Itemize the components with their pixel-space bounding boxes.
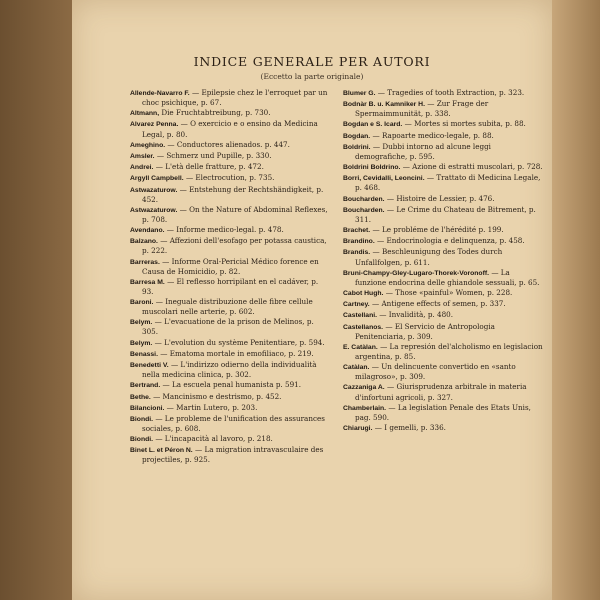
entry-text: — La funzione endocrina delle ghiandole sessuali, p. 65.	[355, 267, 540, 287]
entry-author: Alvarez Penna.	[130, 121, 179, 129]
entry-author: E. Catàlan.	[343, 343, 378, 351]
index-entry	[343, 322, 543, 341]
background-right	[552, 0, 600, 600]
entry-author: Blumer G.	[343, 90, 376, 97]
entry-author: Castellani.	[343, 312, 377, 320]
index-entry	[130, 360, 330, 379]
entry-text: — Informe medico-legal. p. 478.	[166, 225, 284, 235]
entry-text: — Mancinismo e destrismo, p. 452.	[153, 391, 282, 401]
entry-author: Allende-Navarro F.	[130, 90, 190, 97]
entry-text: — Un delincuente convertido en «santo milagroso», p. 309.	[355, 362, 516, 382]
index-entry	[130, 277, 330, 296]
entry-text: — La escuela penal humanista p. 591.	[162, 380, 302, 390]
entry-author: Bilancioni.	[130, 404, 165, 412]
entry-author: Benassi.	[130, 350, 158, 358]
index-entry	[343, 225, 543, 235]
entry-author: Avendano.	[130, 227, 165, 235]
entry-text: — Electrocution, p. 735.	[185, 173, 275, 183]
entry-text: — Azione di estratti muscolari, p. 728.	[402, 162, 543, 172]
index-entry	[130, 140, 330, 150]
index-entry	[343, 423, 543, 433]
entry-author: Bogdan e S. Icard.	[343, 121, 403, 129]
index-entry	[130, 392, 330, 402]
entry-author: Binet L. et Péron N.	[130, 447, 193, 455]
index-column-right	[343, 88, 543, 434]
index-entry	[130, 297, 330, 316]
index-entry	[130, 108, 330, 118]
entry-author: Castellanos.	[343, 323, 384, 331]
index-entry	[343, 362, 543, 381]
entry-author: Belym.	[130, 319, 153, 327]
index-entry	[343, 299, 543, 309]
index-entry	[343, 173, 543, 192]
entry-author: Bodnàr B. u. Kamniker H.	[343, 101, 425, 109]
entry-text: — L'incapacità al lavoro, p. 218.	[155, 434, 273, 444]
index-entry	[130, 403, 330, 413]
index-entry	[343, 131, 543, 141]
index-entry	[343, 119, 543, 129]
entry-text: — O exercicio e o ensino da Medicina Legal, p. 80.	[142, 119, 318, 139]
entry-text: — Those «painful» Women, p. 228.	[385, 288, 513, 297]
entry-author: Astwazaturow.	[130, 186, 178, 194]
index-entry	[343, 247, 543, 266]
entry-author: Biondi.	[130, 436, 154, 444]
entry-author: Altmann,	[130, 110, 160, 118]
index-entry	[130, 205, 330, 224]
index-entry	[130, 119, 330, 138]
entry-text: — La legislation Penale des Etats Unis, pag. 590.	[355, 402, 531, 422]
entry-author: Cartney.	[343, 301, 370, 309]
index-entry	[343, 205, 543, 224]
index-entry	[130, 338, 330, 348]
entry-text: — Informe Oral-Pericial Médico forence en Causa de Homicidio, p. 82.	[142, 256, 319, 276]
entry-text: — Rapoarte medico-legale, p. 88.	[372, 130, 494, 140]
entry-text: — L'evolution du système Penitentiare, p. 594.	[154, 337, 325, 347]
index-entry	[343, 194, 543, 204]
entry-text: — Entstehung der Rechtshändigkeit, p. 452.	[142, 184, 324, 204]
entry-text: — Trattato di Medicina Legale, p. 468.	[355, 173, 541, 193]
index-entry	[343, 288, 543, 298]
entry-text: — Ineguale distribuzione delle fibre cellule muscolari nelle arterie, p. 602.	[142, 297, 313, 317]
entry-text: — On the Nature of Abdominal Reflexes, p. 708.	[142, 204, 328, 224]
index-entry	[130, 317, 330, 336]
index-entry	[130, 257, 330, 276]
entry-text: — Histoire de Lessier, p. 476.	[386, 193, 495, 203]
index-entry	[130, 445, 330, 464]
entry-author: Boldrini.	[343, 143, 371, 151]
entry-author: Brandis.	[343, 249, 371, 257]
entry-author: Brandino.	[343, 238, 375, 246]
entry-author: Borri, Cevidalli, Leoncini.	[343, 175, 425, 183]
entry-author: Chamberlain.	[343, 404, 387, 412]
entry-author: Biondi.	[130, 415, 154, 423]
entry-author: Amsler.	[130, 152, 155, 160]
entry-author: Cabot Hugh.	[343, 290, 384, 297]
index-entry	[130, 349, 330, 359]
entry-text: — Le probleme de l'unification des assurances sociales, p. 608.	[142, 413, 325, 433]
entry-author: Argyll Campbell.	[130, 175, 184, 183]
index-entry	[343, 99, 543, 118]
page-subtitle: (Eccetto la parte originale)	[260, 72, 364, 81]
index-entry	[343, 382, 543, 401]
entry-author: Boucharden.	[343, 195, 385, 203]
entry-text: — Endocrinologia e delinquenza, p. 458.	[377, 236, 525, 246]
entry-author: Boucharden.	[343, 206, 385, 214]
entry-author: Barresa M.	[130, 278, 165, 286]
entry-text: — Schmerz und Pupille, p. 330.	[156, 150, 272, 160]
entry-text: — Giurisprudenza arbitrale in materia d'infortuni agricoli, p. 327.	[355, 382, 527, 402]
entry-author: Belym.	[130, 339, 153, 347]
index-entry	[343, 88, 543, 98]
entry-author: Brachet.	[343, 227, 371, 235]
entry-author: Bertrand.	[130, 382, 161, 390]
entry-author: Boldrini Boldrino.	[343, 164, 401, 172]
index-column-left	[130, 88, 330, 466]
entry-author: Andrei.	[130, 164, 154, 172]
entry-author: Catàlan.	[343, 364, 370, 372]
background-left	[0, 0, 72, 600]
index-entry	[343, 236, 543, 246]
entry-text: — Antigene effects of semen, p. 337.	[372, 299, 506, 309]
entry-author: Bruni-Champy-Gley-Lugaro-Thorek-Voronoff.	[343, 269, 490, 277]
index-entry	[130, 173, 330, 183]
index-entry	[343, 162, 543, 172]
entry-text: — Invalidità, p. 480.	[379, 310, 453, 320]
entry-author: Bogdan.	[343, 132, 371, 140]
index-entry	[343, 342, 543, 361]
entry-text: — Tragedies of tooth Extraction, p. 323.	[377, 88, 525, 97]
entry-text: — L'indirizzo odierno della individualità nella medicina clinica, p. 302.	[142, 360, 317, 380]
index-entry	[130, 225, 330, 235]
page-title: INDICE GENERALE PER AUTORI	[193, 54, 431, 69]
index-entry	[130, 88, 330, 107]
index-entry	[343, 403, 543, 422]
index-entry	[343, 142, 543, 161]
entry-text: — Ematoma mortale in emofiliaco, p. 219.	[160, 348, 314, 358]
entry-text: — El Servicio de Antropologia Penitenciaria, p. 309.	[355, 321, 495, 341]
entry-author: Barreras.	[130, 258, 160, 266]
entry-text: — I gemelli, p. 336.	[374, 422, 446, 432]
entry-author: Ameghino.	[130, 141, 166, 149]
entry-text: — Martin Lutero, p. 203.	[166, 402, 258, 412]
entry-author: Chiarugi.	[343, 424, 373, 432]
entry-text: — El reflesso horripilant en el cadáver, p. 93.	[142, 276, 319, 296]
entry-text: — Dubbi intorno ad alcune leggi demografiche, p. 595.	[355, 141, 491, 161]
index-entry	[343, 310, 543, 320]
entry-text: — La represión del'alcholismo en legislacion argentina, p. 85.	[355, 341, 543, 361]
index-entry	[130, 434, 330, 444]
entry-text: — Epilepsie chez le l'erroquet par un choc psichique, p. 67.	[142, 88, 328, 108]
index-entry	[130, 414, 330, 433]
index-entry	[130, 151, 330, 161]
entry-text: — Le probléme de l'hérédité p. 199.	[372, 225, 504, 235]
index-entry	[130, 185, 330, 204]
entry-author: Baroni.	[130, 299, 154, 307]
entry-author: Cazzaniga A.	[343, 384, 385, 392]
entry-text: — L'evacuatione de la prison de Melinos, p. 305.	[142, 317, 314, 337]
index-entry	[130, 162, 330, 172]
entry-text: Die Fruchtabtreibung, p. 730.	[161, 108, 271, 118]
entry-text: — Conductores alienados. p. 447.	[167, 139, 290, 149]
entry-text: — La migration intravasculaire des projectiles, p. 925.	[142, 445, 324, 465]
entry-text: — L'età delle fratture, p. 472.	[155, 162, 264, 172]
entry-text: — Zur Frage der Spermaimmunität, p. 338.	[355, 99, 489, 119]
entry-author: Balzano.	[130, 238, 158, 246]
entry-author: Benedetti V.	[130, 362, 169, 370]
entry-text: — Beschleunigung des Todes durch Unfallfolgen, p. 611.	[355, 247, 503, 267]
entry-author: Astwazaturow.	[130, 206, 178, 214]
entry-author: Bethe.	[130, 393, 151, 401]
index-entry	[130, 380, 330, 390]
index-entry	[343, 268, 543, 287]
entry-text: — Affezioni dell'esofago per potassa caustica, p. 222.	[142, 236, 327, 256]
entry-text: — Mortes si mortes subita, p. 88.	[404, 119, 526, 129]
index-entry	[130, 236, 330, 255]
entry-text: — Le Crime du Chateau de Bitrement, p. 311.	[355, 204, 536, 224]
